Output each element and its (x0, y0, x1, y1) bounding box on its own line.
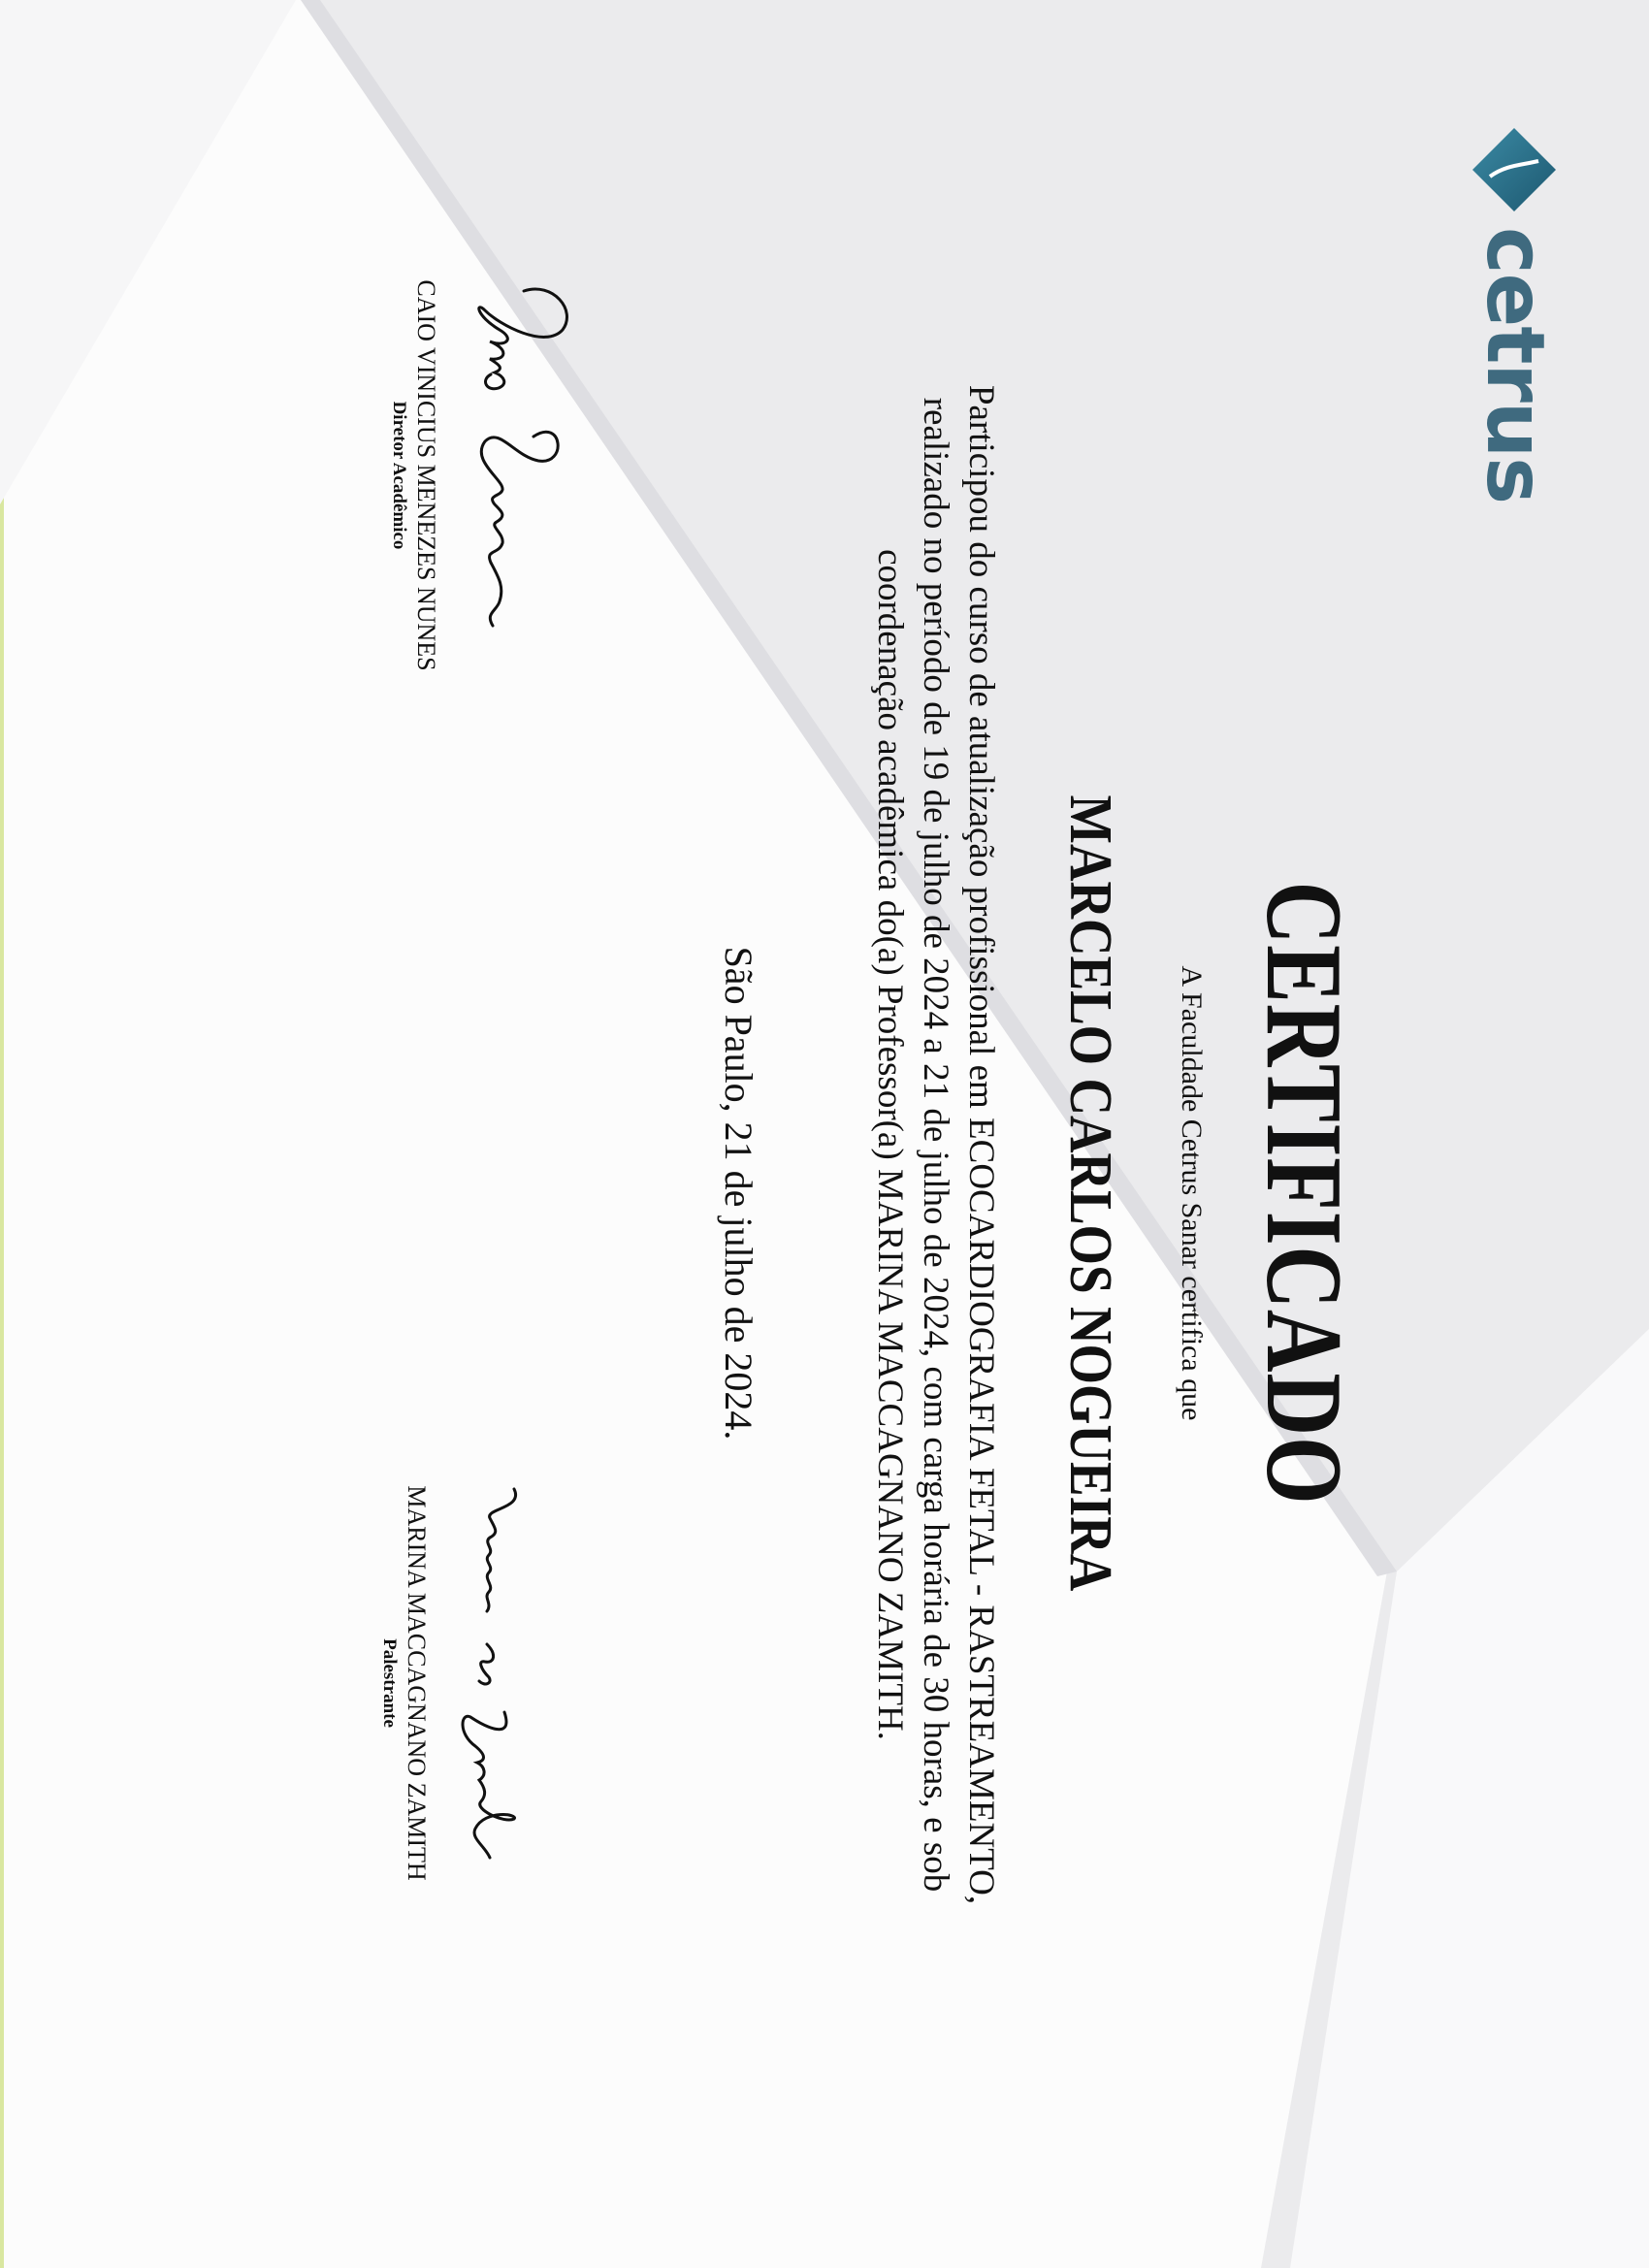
certificate-title: CERTIFICADO (1244, 881, 1364, 1506)
signatory-name: MARINA MACCAGNANO ZAMITH (403, 1485, 431, 1881)
logo-wordmark: cetrus (1469, 227, 1561, 504)
place-date: São Paulo, 21 de julho de 2024. (717, 946, 760, 1441)
signatory-role: Palestrante (379, 1638, 400, 1728)
recipient-name: MARCELO CARLOS NOGUEIRA (1057, 794, 1123, 1592)
body-line: realizado no período de 19 de julho de 2024 a 21 de julho de 2024, com carga horária de 30 horas, e sob (916, 397, 955, 1893)
signatory-name: CAIO VINICIUS MENEZES NUNES (412, 279, 440, 671)
body-line: coordenação acadêmica do(a) Professor(a) MARINA MACCAGNANO ZAMITH. (870, 549, 910, 1740)
handwritten-signature-marina (436, 1479, 543, 1887)
signatory-role: Diretor Acadêmico (389, 401, 409, 550)
signature-block-director (388, 165, 592, 786)
cetrus-logo (1469, 126, 1561, 504)
body-line: Participou do curso de atualização profissional em ECOCARDIOGRAFIA FETAL - RASTREAMENTO, (961, 384, 1001, 1905)
handwritten-signature-caio (446, 272, 592, 679)
signature-block-lecturer (378, 1373, 543, 1993)
diamond-logo-mark-icon (1471, 126, 1558, 213)
certificate-body (867, 247, 1004, 2042)
intro-text: A Faculdade Cetrus Sanar certifica que (1176, 965, 1208, 1421)
